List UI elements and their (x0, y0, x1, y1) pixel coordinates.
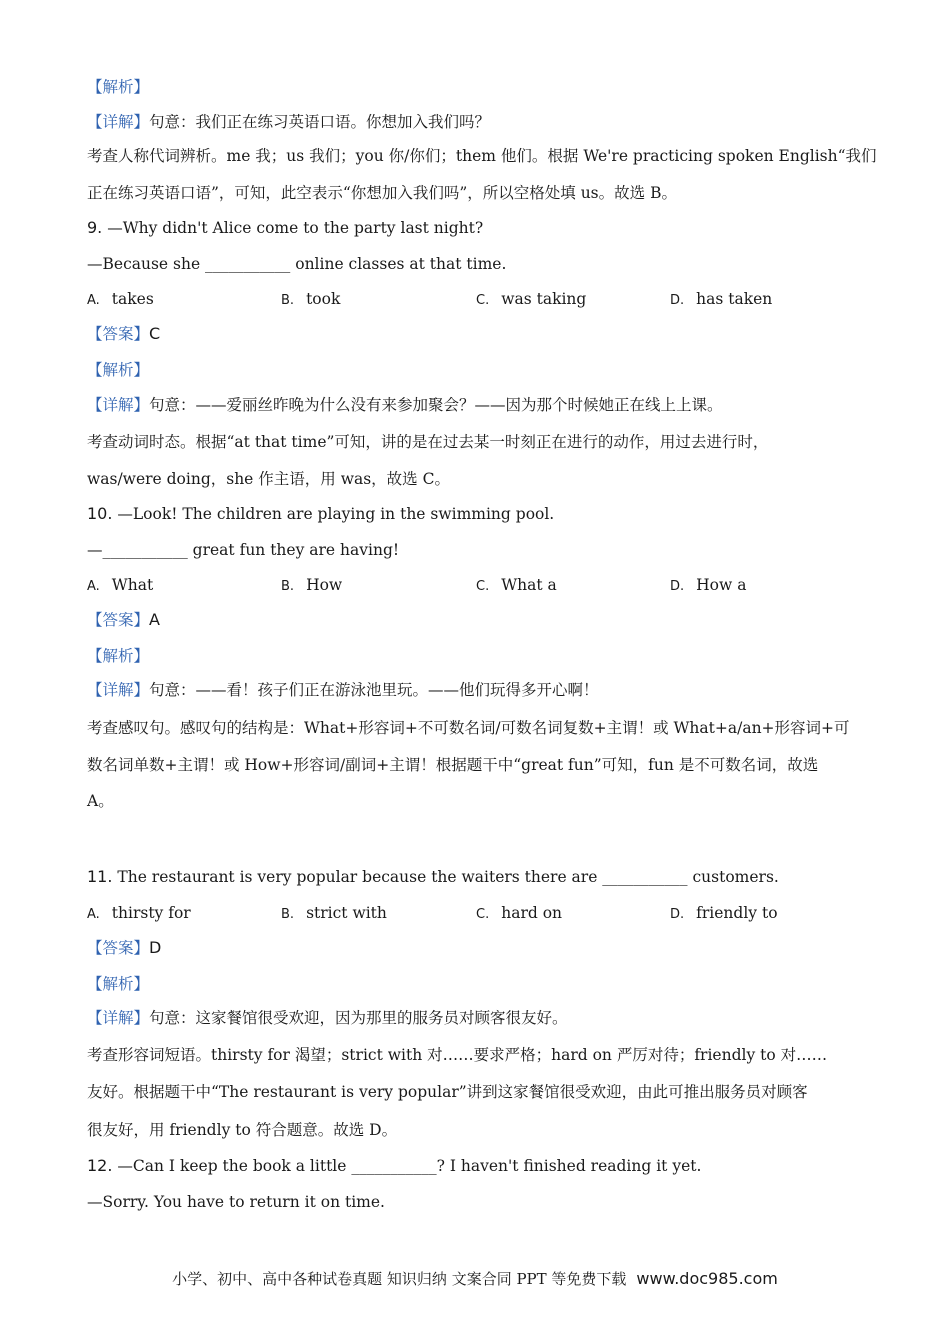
question-12-stem-2: —Sorry. You have to return it on time. (87, 1193, 385, 1211)
option-b (281, 903, 387, 925)
explanation-line: 考查形容词短语。thirsty for 渴望；strict with 对……要求严格；hard on 严厉对待；friendly to 对…… (87, 1046, 828, 1064)
option-letter: A. (87, 907, 100, 922)
stem-text: —Can I keep the book a little ___________? I haven't finished reading it yet. (117, 1157, 702, 1175)
explanation-line: 很友好，用 friendly to 符合题意。故选 D。 (87, 1121, 398, 1139)
option-text: How (306, 576, 343, 594)
option-b (281, 575, 342, 597)
explanation-line: 正在练习英语口语”，可知，此空表示“你想加入我们吗”，所以空格处填 us。故选 B。 (87, 184, 677, 202)
option-text: hard on (501, 904, 563, 922)
detail-tag: 【详解】 (87, 1009, 150, 1027)
footer-link[interactable]: www.doc985.com (636, 1269, 778, 1288)
option-d (670, 903, 778, 925)
option-d (670, 575, 746, 597)
option-letter: C. (476, 579, 490, 594)
translation: 句意：——爱丽丝昨晚为什么没有来参加聚会？——因为那个时候她正在线上上课。 (149, 396, 723, 414)
detail-line (87, 1008, 877, 1028)
option-a (87, 903, 191, 925)
option-text: friendly to (696, 904, 778, 922)
option-letter: D. (670, 907, 685, 922)
detail-tag: 【详解】 (87, 396, 150, 414)
option-a (87, 575, 153, 597)
option-letter: A. (87, 293, 100, 308)
stem-text: —Look! The children are playing in the swimming pool. (117, 505, 555, 523)
option-letter: C. (476, 907, 490, 922)
page-footer (0, 1268, 950, 1290)
option-text: thirsty for (111, 904, 191, 922)
answer-value: D (149, 938, 162, 957)
option-text: was taking (501, 290, 587, 308)
analysis-tag: 【解析】 (87, 975, 150, 993)
analysis-tag: 【解析】 (87, 647, 150, 665)
answer-tag: 【答案】 (87, 325, 150, 343)
option-letter: D. (670, 293, 685, 308)
question-9-stem (87, 218, 877, 238)
question-10-stem (87, 504, 877, 524)
option-letter: B. (281, 579, 295, 594)
explanation-line: 友好。根据题干中“The restaurant is very popular”讲到这家餐馆很受欢迎，由此可推出服务员对顾客 (87, 1083, 808, 1101)
analysis-tag: 【解析】 (87, 361, 150, 379)
option-letter: B. (281, 293, 295, 308)
question-number: 11. (87, 867, 113, 886)
option-letter: C. (476, 293, 490, 308)
answer-line (87, 610, 877, 630)
option-letter: A. (87, 579, 100, 594)
translation: 句意：这家餐馆很受欢迎，因为那里的服务员对顾客很友好。 (149, 1009, 568, 1027)
option-d (670, 289, 772, 311)
detail-line (87, 680, 877, 700)
detail-tag: 【详解】 (87, 681, 150, 699)
option-c (476, 903, 562, 925)
option-c (476, 289, 586, 311)
answer-value: A (149, 610, 160, 629)
stem-text: —Why didn't Alice come to the party last night? (107, 219, 484, 237)
option-text: How a (696, 576, 747, 594)
footer-text: 小学、初中、高中各种试卷真题 知识归纳 文案合同 PPT 等免费下载 (172, 1270, 627, 1288)
option-letter: D. (670, 579, 685, 594)
translation: 句意：我们正在练习英语口语。你想加入我们吗？ (149, 113, 491, 131)
answer-line (87, 324, 877, 344)
explanation-line: 数名词单数+主谓！或 How+形容词/副词+主谓！根据题干中“great fun”可知，fun 是不可数名词，故选 (87, 756, 819, 774)
question-10-stem-2: —___________ great fun they are having! (87, 541, 400, 559)
detail-line (87, 395, 877, 415)
question-number: 10. (87, 504, 113, 523)
answer-value: C (149, 324, 161, 343)
question-number: 9. (87, 218, 103, 237)
analysis-tag: 【解析】 (87, 78, 150, 96)
answer-line (87, 938, 877, 958)
explanation-line: A。 (87, 792, 114, 810)
detail-line (87, 112, 877, 132)
explanation-line: 考查感叹句。感叹句的结构是：What+形容词+不可数名词/可数名词复数+主谓！或 What+a/an+形容词+可 (87, 719, 850, 737)
explanation-line: 考查人称代词辨析。me 我；us 我们；you 你/你们；them 他们。根据 We're practicing spoken English“我们 (87, 147, 877, 165)
question-9-stem-2: —Because she ___________ online classes at that time. (87, 255, 507, 273)
detail-tag: 【详解】 (87, 113, 150, 131)
question-12-stem (87, 1156, 877, 1176)
option-c (476, 575, 557, 597)
question-11-stem (87, 867, 877, 887)
option-b (281, 289, 340, 311)
question-number: 12. (87, 1156, 113, 1175)
option-a (87, 289, 154, 311)
option-text: takes (111, 290, 154, 308)
option-text: took (306, 290, 341, 308)
option-text: strict with (306, 904, 387, 922)
explanation-line: was/were doing，she 作主语，用 was，故选 C。 (87, 470, 450, 488)
answer-tag: 【答案】 (87, 611, 150, 629)
translation: 句意：——看！孩子们正在游泳池里玩。——他们玩得多开心啊！ (149, 681, 599, 699)
explanation-line: 考查动词时态。根据“at that time”可知，讲的是在过去某一时刻正在进行的动作，用过去进行时， (87, 433, 769, 451)
option-text: has taken (696, 290, 773, 308)
answer-tag: 【答案】 (87, 939, 150, 957)
option-letter: B. (281, 907, 295, 922)
stem-text: The restaurant is very popular because the waiters there are ___________ customers. (117, 868, 779, 886)
option-text: What (111, 576, 154, 594)
option-text: What a (501, 576, 557, 594)
